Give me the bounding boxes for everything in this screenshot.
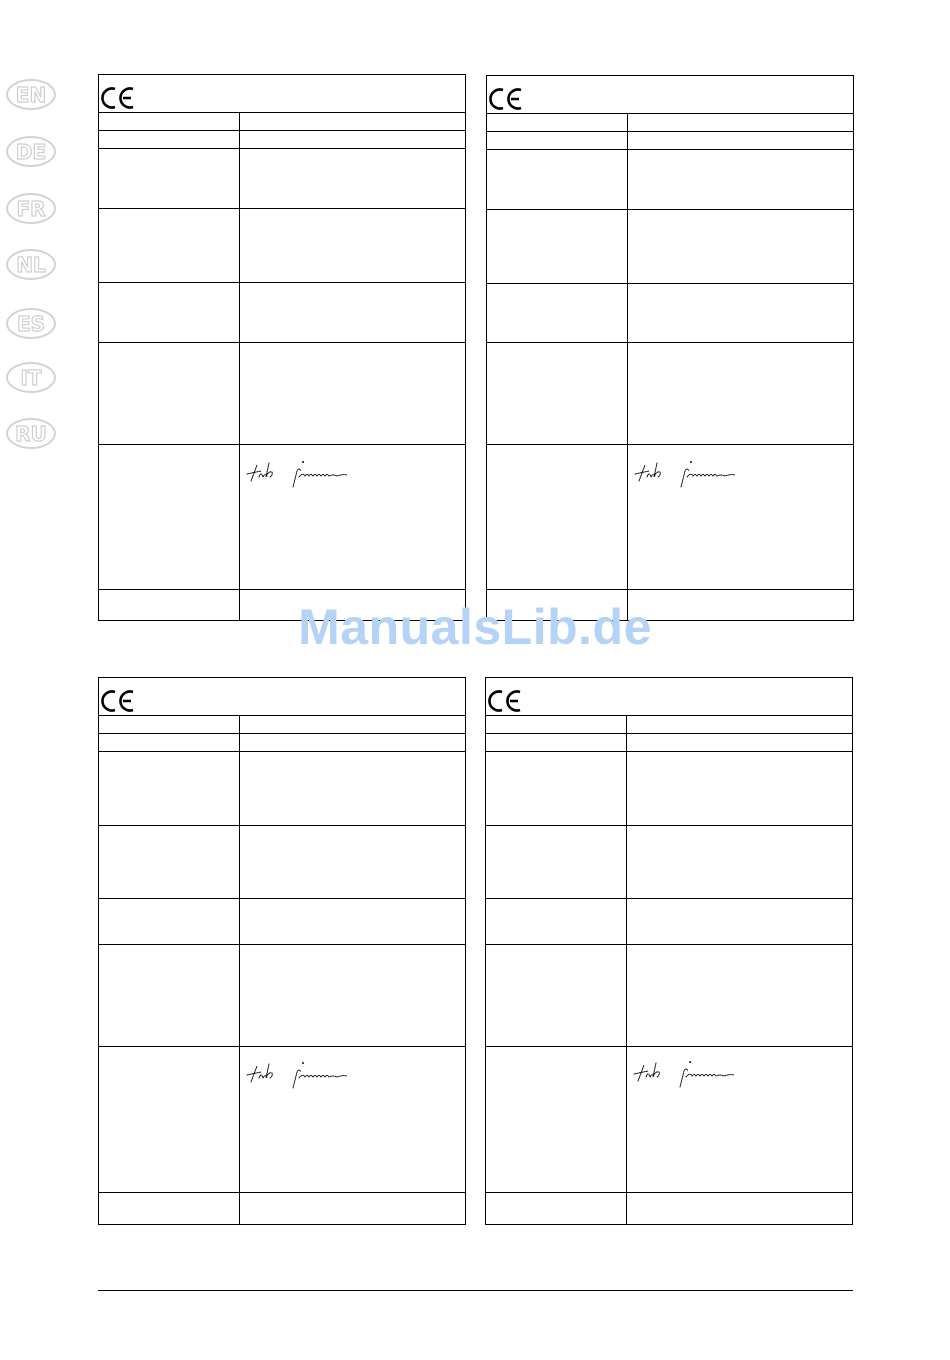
column-divider	[626, 716, 627, 1224]
declaration-row	[99, 734, 465, 752]
declaration-row	[486, 945, 852, 1047]
declaration-row	[99, 945, 465, 1047]
signature-image	[245, 455, 353, 489]
declaration-header	[99, 678, 465, 716]
declaration-row	[486, 716, 852, 734]
footer-divider	[98, 1290, 853, 1291]
declaration-row	[99, 716, 465, 734]
declaration-row	[486, 734, 852, 752]
column-divider	[239, 113, 240, 620]
declaration-row	[99, 343, 465, 445]
declaration-row	[99, 131, 465, 149]
declaration-row	[487, 150, 853, 210]
column-divider	[627, 114, 628, 620]
declaration-row	[487, 210, 853, 284]
declaration-row	[486, 1193, 852, 1226]
language-tab-ru[interactable]: RU	[6, 418, 56, 449]
declaration-row	[486, 826, 852, 899]
declaration-row	[99, 826, 465, 899]
ce-mark-icon	[488, 689, 522, 713]
declaration-row	[99, 899, 465, 945]
signature-image	[633, 455, 741, 489]
declaration-row	[99, 113, 465, 131]
declaration-row	[487, 343, 853, 445]
declaration-row	[487, 132, 853, 150]
ce-mark-icon	[489, 87, 523, 111]
declaration-of-conformity-3	[98, 677, 466, 1225]
declaration-row	[487, 114, 853, 132]
declaration-of-conformity-4	[485, 677, 853, 1225]
watermark-text: ManualsLib.de	[298, 599, 652, 655]
language-tab-nl[interactable]: NL	[6, 249, 56, 280]
declaration-header	[99, 75, 465, 113]
declaration-row	[99, 283, 465, 343]
declaration-of-conformity-1	[98, 74, 466, 621]
declaration-header	[487, 76, 853, 114]
declaration-row	[99, 149, 465, 209]
signature-image	[632, 1055, 740, 1089]
language-tab-de[interactable]: DE	[6, 136, 56, 167]
ce-mark-icon	[101, 86, 135, 110]
declaration-header	[486, 678, 852, 716]
language-tab-it[interactable]: IT	[6, 362, 56, 393]
declaration-row	[486, 752, 852, 826]
declaration-of-conformity-2	[486, 75, 854, 621]
ce-mark-icon	[101, 689, 135, 713]
language-tab-en[interactable]: EN	[6, 79, 56, 110]
declaration-row	[486, 899, 852, 945]
declaration-row	[487, 284, 853, 343]
signature-image	[245, 1056, 353, 1090]
declaration-row	[99, 209, 465, 283]
declaration-row	[99, 1193, 465, 1226]
declaration-row	[99, 752, 465, 826]
language-tab-es[interactable]: ES	[6, 308, 56, 339]
column-divider	[239, 716, 240, 1224]
language-tab-fr[interactable]: FR	[6, 193, 56, 224]
